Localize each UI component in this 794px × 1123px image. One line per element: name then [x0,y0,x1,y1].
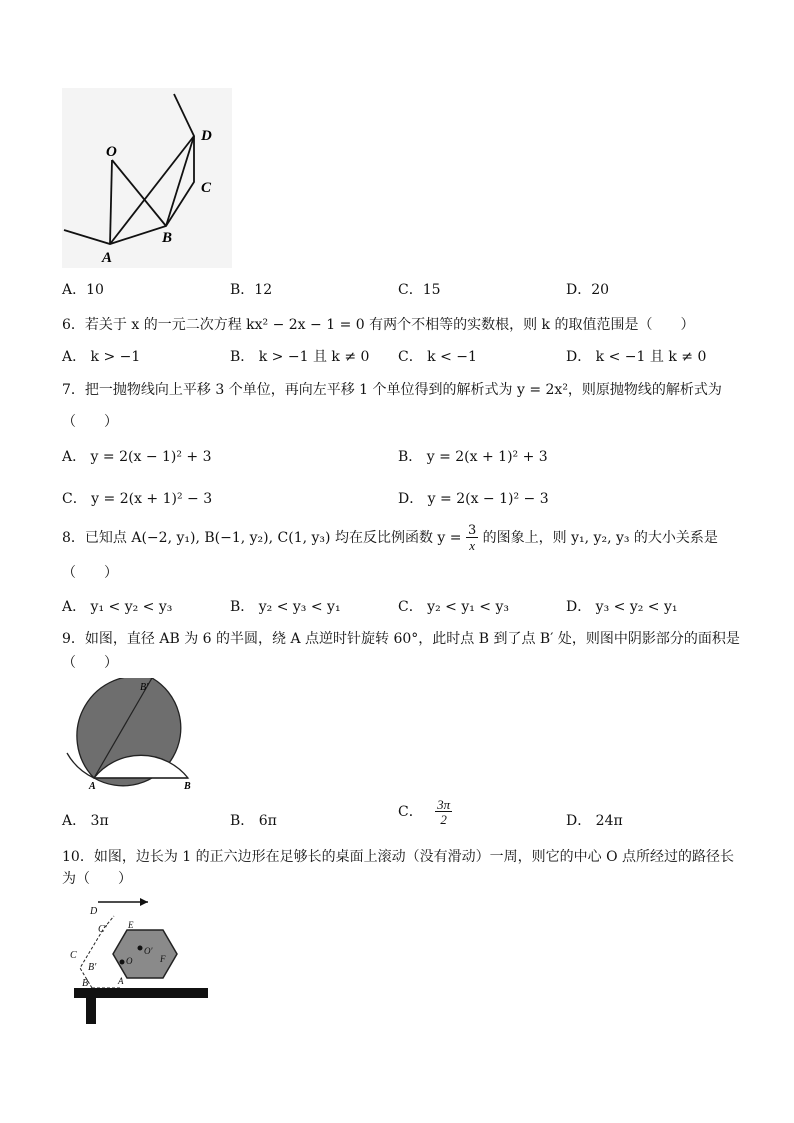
label-f: F [160,954,166,964]
q8-fraction-denominator: x [469,538,475,553]
label-b-prime: B′ [140,682,149,693]
q10-stem: 10．如图，边长为 1 的正六边形在足够长的桌面上滚动（没有滑动）一周，则它的中心 O 点所经过的路径长 [62,849,734,865]
center-o [120,960,125,965]
label-a: A [102,250,113,266]
label-c-prime: C′ [98,924,107,935]
q5-option-c[interactable]: C．15 [398,282,441,298]
label-o-prime: O′ [144,946,153,956]
q9-option-c[interactable] [398,798,452,826]
figure-q5-background [62,88,232,268]
label-b: B [162,230,173,246]
center-o-prime [138,946,143,951]
q7-answer-blank: （ ） [62,414,118,430]
q8-stem-before: 8．已知点 A(−2, y₁), B(−1, y₂), C(1, y₃) 均在反比例函数 y = [62,530,462,546]
q8-fraction [466,524,478,552]
q9-option-c-prefix: C． [398,804,423,820]
figure-q9 [62,678,202,794]
q9-option-b[interactable]: B． 6π [230,813,277,829]
q8-stem [62,524,718,552]
table-leg [86,996,96,1024]
q7-stem: 7．把一抛物线向上平移 3 个单位，再向左平移 1 个单位得到的解析式为 y = 2x²，则原抛物线的解析式为 [62,382,722,398]
q8-option-b[interactable]: B． y₂ < y₃ < y₁ [230,599,341,615]
q7-option-c[interactable]: C． y = 2(x + 1)² − 3 [62,491,213,507]
label-d: D [90,906,98,917]
arrow-head [140,898,148,906]
figure-q5 [62,88,232,268]
q8-option-d[interactable]: D． y₃ < y₂ < y₁ [566,599,678,615]
label-d: D [201,128,212,144]
q5-option-a[interactable]: A．10 [62,282,104,298]
q7-option-b[interactable]: B． y = 2(x + 1)² + 3 [398,449,548,465]
label-a: A [118,976,124,986]
label-c: C [70,950,77,961]
q7-option-a[interactable]: A． y = 2(x − 1)² + 3 [62,449,212,465]
label-c: C [201,180,212,196]
label-a: A [89,781,96,792]
q8-option-a[interactable]: A． y₁ < y₂ < y₃ [62,599,173,615]
q6-option-d[interactable]: D． k < −1 且 k ≠ 0 [566,349,707,365]
q7-option-d[interactable]: D． y = 2(x − 1)² − 3 [398,491,549,507]
q9-option-d[interactable]: D． 24π [566,813,623,829]
q9-option-a[interactable]: A． 3π [62,813,109,829]
q10-stem-cont: 为（ ） [62,871,132,887]
q9-answer-blank: （ ） [62,655,118,671]
label-o: O [106,144,117,160]
q9-stem: 9．如图，直径 AB 为 6 的半圆，绕 A 点逆时针旋转 60°，此时点 B 到了点 B′ 处，则图中阴影部分的面积是 [62,631,740,647]
label-o: O [126,956,133,966]
q6-stem: 6．若关于 x 的一元二次方程 kx² − 2x − 1 = 0 有两个不相等的实数根，则 k 的取值范围是（ ） [62,317,695,333]
q9-option-c-fraction [435,798,452,826]
label-b: B [82,978,89,989]
q6-option-b[interactable]: B． k > −1 且 k ≠ 0 [230,349,370,365]
q9-option-c-denominator: 2 [440,812,447,827]
q6-option-c[interactable]: C． k < −1 [398,349,477,365]
label-b-prime: B′ [88,962,97,973]
q5-option-b[interactable]: B．12 [230,282,273,298]
label-e: E [128,920,134,930]
q8-answer-blank: （ ） [62,565,118,581]
q8-stem-after: 的图象上，则 y₁, y₂, y₃ 的大小关系是 [482,530,718,546]
label-b: B [184,781,191,792]
q6-option-a[interactable]: A． k > −1 [62,349,141,365]
figure-q10 [62,892,212,1032]
q5-option-d[interactable]: D．20 [566,282,610,298]
q8-fraction-numerator: 3 [467,523,477,538]
q9-option-c-numerator: 3π [437,797,451,812]
q8-option-c[interactable]: C． y₂ < y₁ < y₃ [398,599,509,615]
